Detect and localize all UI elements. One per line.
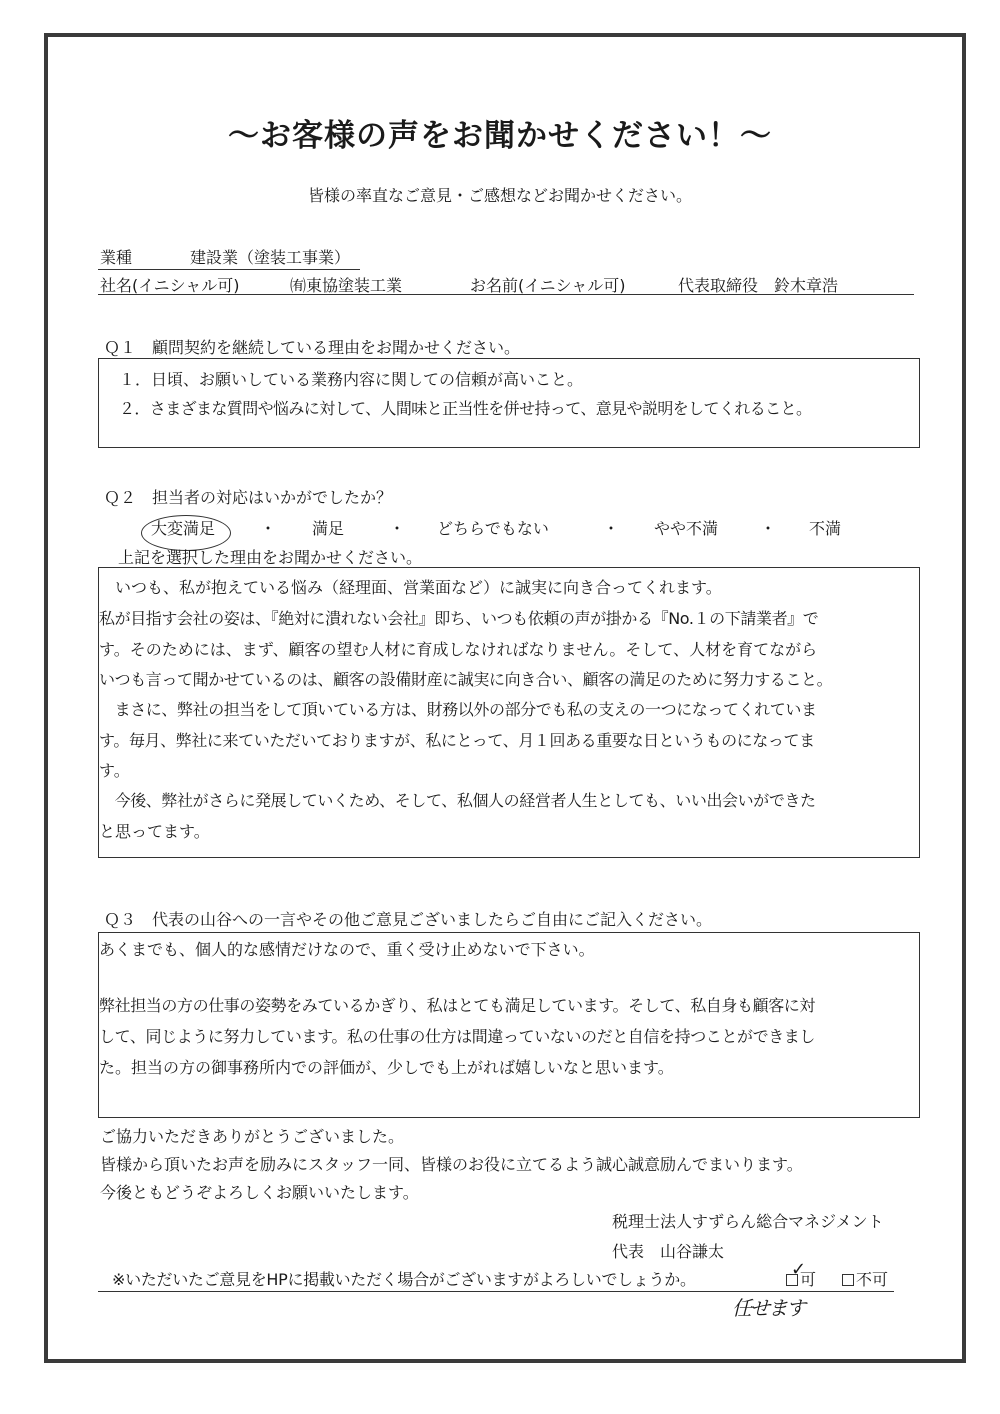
q2-reason-line: す。毎月、弊社に来ていただいておりますが、私にとって、月１回ある重要な日というものになってま (99, 731, 815, 750)
q1-answer-box (98, 358, 920, 448)
consent-yes-option[interactable] (786, 1259, 817, 1290)
consent-no-checkbox[interactable] (842, 1274, 854, 1286)
check-mark-icon: ✓ (791, 1259, 807, 1280)
q1-question: Ｑ１ 顧問契約を継続している理由をお聞かせください。 (104, 338, 521, 357)
representative-name: 代表 山谷謙太 (612, 1242, 725, 1261)
q2-option-very-satisfied[interactable]: 大変満足 (151, 519, 216, 538)
consent-question: ※いただいたご意見をHPに掲載いただく場合がございますがよろしいでしょうか。 (112, 1270, 696, 1289)
consent-yes-checkbox[interactable] (786, 1259, 807, 1286)
q2-reason-line: す。 (99, 761, 130, 780)
q2-separator: ・ (389, 519, 406, 538)
q2-question: Ｑ２ 担当者の対応はいかがでしたか？ (104, 488, 393, 507)
q3-comment-line: して、同じように努力しています。私の仕事の仕方は間違っていないのだと自信を持つことができまし (99, 1027, 816, 1046)
q3-comment-line: 弊社担当の方の仕事の姿勢をみているかぎり、私はとても満足しています。そして、私自身も顧客に対 (99, 996, 816, 1015)
q2-option-satisfied[interactable]: 満足 (312, 519, 345, 538)
q3-comment-line: た。担当の方の御事務所内での評価が、少しでも上がれば嬉しいなと思います。 (99, 1058, 674, 1077)
handwritten-note: 任せます (732, 1296, 804, 1320)
organization-name: 税理士法人すずらん総合マネジメント (612, 1212, 884, 1231)
consent-no-option[interactable] (842, 1267, 888, 1290)
industry-label: 業種 (100, 248, 133, 267)
q2-separator: ・ (603, 519, 620, 538)
consent-no-label: 不可 (856, 1270, 889, 1289)
q3-comment-box (98, 932, 920, 1118)
page-title: 〜お客様の声をお聞かせください！〜 (228, 118, 772, 154)
q3-comment-line: あくまでも、個人的な感情だけなので、重く受け止めないで下さい。 (99, 940, 595, 959)
company-value: ㈲東協塗装工業 (290, 276, 403, 295)
closing-message: 皆様から頂いたお声を励みにスタッフ一同、皆様のお役に立てるよう誠心誠意励んでまいります。 (100, 1155, 803, 1174)
q2-separator: ・ (260, 519, 277, 538)
q2-reason-box (98, 567, 920, 858)
q1-answer-1: １．日頃、お願いしている業務内容に関しての信頼が高いこと。 (119, 370, 584, 389)
industry-value: 建設業（塗装工事業） (190, 248, 351, 267)
q2-option-dissatisfied[interactable]: 不満 (809, 519, 842, 538)
name-label: お名前(イニシャル可) (470, 276, 626, 295)
closing-thanks: ご協力いただきありがとうございました。 (100, 1127, 405, 1146)
q2-reason-line: いつも言って聞かせているのは、顧客の設備財産に誠実に向き合い、顧客の満足のために努力すること。 (99, 670, 833, 689)
q2-reason-line: す。そのためには、まず、顧客の望む人材に育成しなければなりません。そして、人材を育てながら (99, 640, 818, 659)
q2-reason-line: いつも、私が抱えている悩み（経理面、営業面など）に誠実に向き合ってくれます。 (99, 578, 722, 597)
q2-option-somewhat-dissatisfied[interactable]: やや不満 (654, 519, 719, 538)
company-label: 社名(イニシャル可) (100, 276, 240, 295)
page-subtitle: 皆様の率直なご意見・ご感想などお聞かせください。 (307, 186, 692, 205)
q2-separator: ・ (760, 519, 777, 538)
name-value: 代表取締役 鈴木章浩 (678, 276, 839, 295)
q1-answer-2: ２．さまざまな質問や悩みに対して、人間味と正当性を併せ持って、意見や説明をしてくれること。 (119, 399, 812, 418)
industry-underline (98, 269, 360, 270)
q2-reason-prompt: 上記を選択した理由をお聞かせください。 (118, 548, 423, 567)
consent-yes-label: 可 (800, 1270, 817, 1289)
q2-option-neutral[interactable]: どちらでもない (437, 519, 549, 538)
q2-reason-line: まさに、弊社の担当をして頂いている方は、財務以外の部分でも私の支えの一つになってくれていま (99, 700, 817, 719)
q2-reason-line: と思ってます。 (99, 822, 210, 841)
q2-reason-line: 今後、弊社がさらに発展していくため、そして、私個人の経営者人生としても、いい出会いができた (99, 791, 816, 810)
q3-question: Ｑ３ 代表の山谷への一言やその他ご意見ございましたらご自由にご記入ください。 (104, 910, 713, 929)
q2-reason-line: 私が目指す会社の姿は、『絶対に潰れない会社』即ち、いつも依頼の声が掛かる『No.１の下請業者』で (99, 609, 819, 628)
closing-regards: 今後ともどうぞよろしくお願いいたします。 (100, 1183, 419, 1202)
company-underline (98, 294, 914, 295)
